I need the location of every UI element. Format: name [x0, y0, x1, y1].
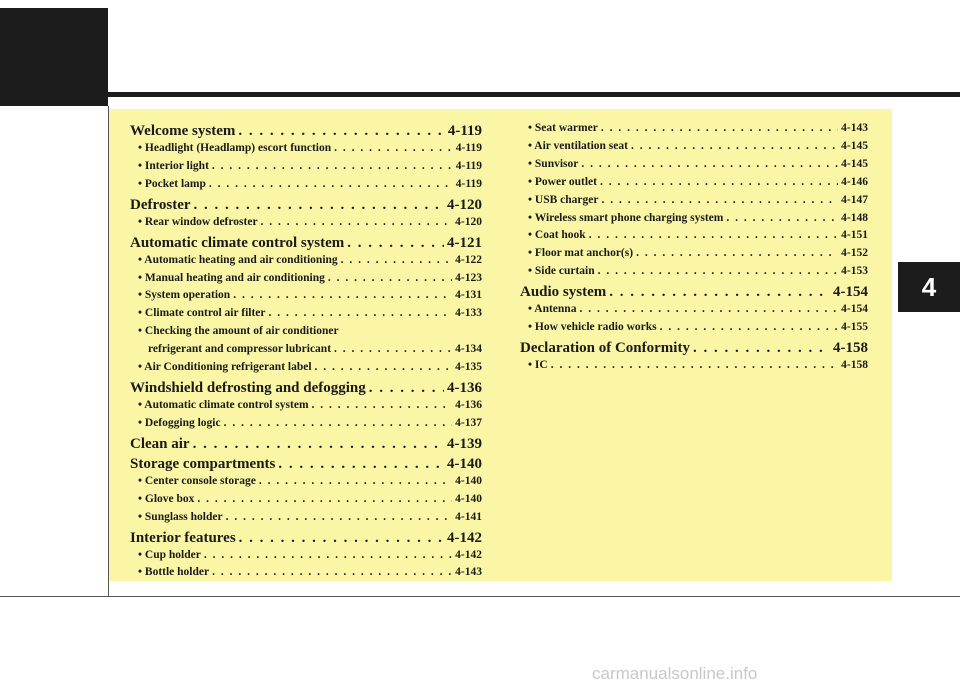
toc-entry[interactable]: [130, 214, 482, 232]
leader-dots: [312, 397, 453, 415]
toc-page-number: 4-137: [455, 416, 482, 429]
toc-page-number: 4-134: [455, 343, 482, 356]
toc-entry-title: • Sunvisor: [528, 157, 579, 170]
toc-page-number: 4-152: [841, 247, 868, 260]
toc-entry-title: • Rear window defroster: [138, 215, 258, 228]
toc-entry-title: • Coat hook: [528, 229, 586, 242]
leader-dots: [261, 214, 453, 232]
toc-page-number: 4-123: [455, 271, 482, 284]
toc-entry-title: • IC: [528, 358, 548, 371]
toc-page-number: 4-119: [455, 159, 482, 172]
leader-dots: [579, 301, 838, 319]
toc-entry-title: • Defogging logic: [138, 416, 221, 429]
leader-dots: [204, 547, 452, 565]
toc-entry[interactable]: [130, 158, 482, 176]
toc-entry[interactable]: [520, 192, 868, 210]
toc-page-number: 4-140: [455, 474, 482, 487]
toc-entry[interactable]: [130, 270, 482, 288]
toc-page-number: 4-139: [447, 435, 482, 452]
leader-dots: [631, 138, 838, 156]
toc-page-number: 4-148: [841, 211, 868, 224]
leader-dots: [194, 196, 444, 214]
leader-dots: [601, 120, 838, 138]
leader-dots: [238, 122, 444, 140]
toc-entry-title: • System operation: [138, 289, 231, 302]
toc-entry[interactable]: [520, 156, 868, 174]
toc-entry-title: • Center console storage: [138, 474, 256, 487]
toc-entry-title: • How vehicle radio works: [528, 321, 657, 334]
toc-entry[interactable]: [130, 252, 482, 270]
toc-entry-title: • Pocket lamp: [138, 177, 206, 190]
toc-left-column: [130, 120, 482, 582]
leader-dots: [600, 174, 838, 192]
toc-page-number: 4-121: [447, 234, 482, 251]
toc-page-number: 4-136: [447, 379, 482, 396]
toc-entry[interactable]: [520, 174, 868, 192]
toc-entry[interactable]: [130, 415, 482, 433]
toc-entry-title: • Manual heating and air conditioning: [138, 271, 325, 284]
toc-entry-title: • Wireless smart phone charging system: [528, 211, 724, 224]
toc-entry-title: Audio system: [520, 284, 607, 301]
toc-page-number: 4-141: [455, 510, 482, 523]
leader-dots: [212, 564, 452, 582]
toc-page-number: 4-147: [841, 193, 868, 206]
toc-entry-title: Clean air: [130, 435, 190, 452]
leader-dots: [589, 227, 838, 245]
toc-entry-title: • Bottle holder: [138, 566, 210, 579]
leader-dots: [598, 263, 839, 281]
toc-section[interactable]: [130, 196, 482, 214]
toc-section[interactable]: [130, 435, 482, 453]
leader-dots: [224, 415, 453, 433]
leader-dots: [334, 341, 452, 359]
toc-entry-title: • Automatic heating and air conditioning: [138, 253, 338, 266]
toc-page-number: 4-158: [841, 358, 868, 371]
leader-dots: [259, 473, 452, 491]
toc-page-number: 4-135: [455, 361, 482, 374]
leader-dots: [726, 210, 838, 228]
toc-page-number: 4-142: [447, 529, 482, 546]
toc-page-number: 4-119: [455, 177, 482, 190]
leader-dots: [197, 491, 452, 509]
toc-entry-title: Storage compartments: [130, 455, 276, 472]
toc-entry-title: • Glove box: [138, 492, 195, 505]
toc-entry-title: • Side curtain: [528, 265, 595, 278]
leader-dots: [209, 176, 453, 194]
toc-page-number: 4-140: [455, 492, 482, 505]
leader-dots: [636, 245, 838, 263]
leader-dots: [328, 270, 452, 288]
toc-entry[interactable]: [520, 263, 868, 281]
footer-rule: [0, 596, 960, 597]
toc-entry-title: Welcome system: [130, 123, 236, 139]
leader-dots: [369, 379, 444, 397]
toc-entry[interactable]: [130, 547, 482, 565]
toc-entry-title: refrigerant and compressor lubricant: [148, 343, 332, 356]
toc-entry[interactable]: [130, 176, 482, 194]
toc-entry-title: Automatic climate control system: [130, 234, 345, 251]
toc-entry[interactable]: [130, 287, 482, 305]
leader-dots: [693, 339, 830, 357]
header-corner-block: [0, 8, 108, 106]
toc-page-number: 4-119: [455, 142, 482, 154]
leader-dots: [660, 319, 839, 337]
toc-entry[interactable]: [130, 359, 482, 377]
toc-entry-title: • Sunglass holder: [138, 510, 223, 523]
leader-dots: [315, 359, 453, 377]
toc-section[interactable]: [130, 122, 482, 140]
toc-page-number: 4-143: [455, 566, 482, 579]
toc-entry-title: • Antenna: [528, 303, 577, 316]
toc-entry-title: • Air ventilation seat: [528, 139, 628, 152]
watermark: carmanualsonline.info: [592, 664, 758, 683]
toc-page-number: 4-142: [455, 548, 482, 561]
toc-entry-title: • USB charger: [528, 193, 599, 206]
toc-section[interactable]: [520, 339, 868, 357]
toc-section[interactable]: [130, 455, 482, 473]
toc-entry-title[interactable]: • Checking the amount of air conditioner: [138, 325, 339, 338]
leader-dots: [347, 234, 444, 252]
toc-page-number: 4-154: [833, 284, 868, 301]
toc-entry-title: • Floor mat anchor(s): [528, 247, 634, 260]
toc-entry[interactable]: [130, 564, 482, 582]
toc-right-column: [520, 120, 868, 375]
toc-entry[interactable]: [520, 120, 868, 138]
toc-page-number: 4-122: [455, 253, 482, 266]
toc-page-number: 4-146: [841, 175, 868, 188]
leader-dots: [278, 455, 444, 473]
toc-entry-title: • Automatic climate control system: [138, 398, 309, 411]
toc-entry[interactable]: [520, 227, 868, 245]
toc-entry[interactable]: [520, 357, 868, 375]
toc-entry-title: Declaration of Conformity: [520, 339, 690, 356]
toc-page-number: 4-145: [841, 139, 868, 152]
toc-page-number: 4-143: [841, 122, 868, 134]
toc-entry-title: Windshield defrosting and defogging: [130, 379, 366, 396]
toc-entry-title: • Power outlet: [528, 175, 597, 188]
toc-entry[interactable]: [130, 473, 482, 491]
toc-entry[interactable]: [130, 305, 482, 323]
toc-entry-title: • Air Conditioning refrigerant label: [138, 361, 312, 374]
toc-entry[interactable]: [130, 509, 482, 527]
leader-dots: [341, 252, 452, 270]
leader-dots: [212, 158, 453, 176]
toc-page-number: 4-133: [455, 307, 482, 320]
toc-entry-title: Interior features: [130, 529, 236, 546]
toc-entry-title: • Interior light: [138, 159, 209, 172]
toc-page-number: 4-140: [447, 455, 482, 472]
leader-dots: [581, 156, 838, 174]
toc-entry-title: • Cup holder: [138, 548, 201, 561]
toc-entry[interactable]: [520, 319, 868, 337]
toc-entry-title: • Climate control air filter: [138, 307, 266, 320]
leader-dots: [601, 192, 838, 210]
toc-entry-title: • Seat warmer: [528, 122, 598, 134]
toc-page-number: 4-145: [841, 157, 868, 170]
toc-entry[interactable]: [520, 301, 868, 319]
toc-entry[interactable]: [130, 397, 482, 415]
leader-dots: [226, 509, 453, 527]
toc-section[interactable]: [130, 234, 482, 252]
chapter-tab[interactable]: 4: [898, 262, 960, 312]
toc-page-number: 4-120: [447, 196, 482, 213]
toc-section[interactable]: [520, 283, 868, 301]
leader-dots: [239, 529, 444, 547]
toc-entry[interactable]: [520, 138, 868, 156]
toc-entry[interactable]: [520, 245, 868, 263]
toc-section[interactable]: [130, 379, 482, 397]
toc-page-number: 4-119: [447, 123, 482, 139]
toc-section[interactable]: [130, 529, 482, 547]
leader-dots: [551, 357, 838, 375]
leader-dots: [269, 305, 453, 323]
header-rule: [108, 92, 960, 97]
toc-entry-title: Defroster: [130, 196, 191, 213]
toc-page-number: 4-154: [841, 303, 868, 316]
leader-dots: [233, 287, 452, 305]
toc-entry[interactable]: [130, 491, 482, 509]
leader-dots: [193, 435, 444, 453]
margin-rule: [108, 106, 109, 596]
toc-page-number: 4-136: [455, 398, 482, 411]
toc-page-number: 4-155: [841, 321, 868, 334]
toc-entry[interactable]: [130, 140, 482, 158]
toc-page-number: 4-153: [841, 265, 868, 278]
toc-page-number: 4-151: [841, 229, 868, 242]
toc-page-number: 4-120: [455, 215, 482, 228]
toc-page-number: 4-158: [833, 339, 868, 356]
toc-entry[interactable]: [130, 341, 482, 359]
toc-entry-title: • Headlight (Headlamp) escort function: [138, 142, 332, 154]
leader-dots: [609, 283, 830, 301]
toc-entry[interactable]: [520, 210, 868, 228]
toc-page-number: 4-131: [455, 289, 482, 302]
leader-dots: [334, 140, 453, 158]
